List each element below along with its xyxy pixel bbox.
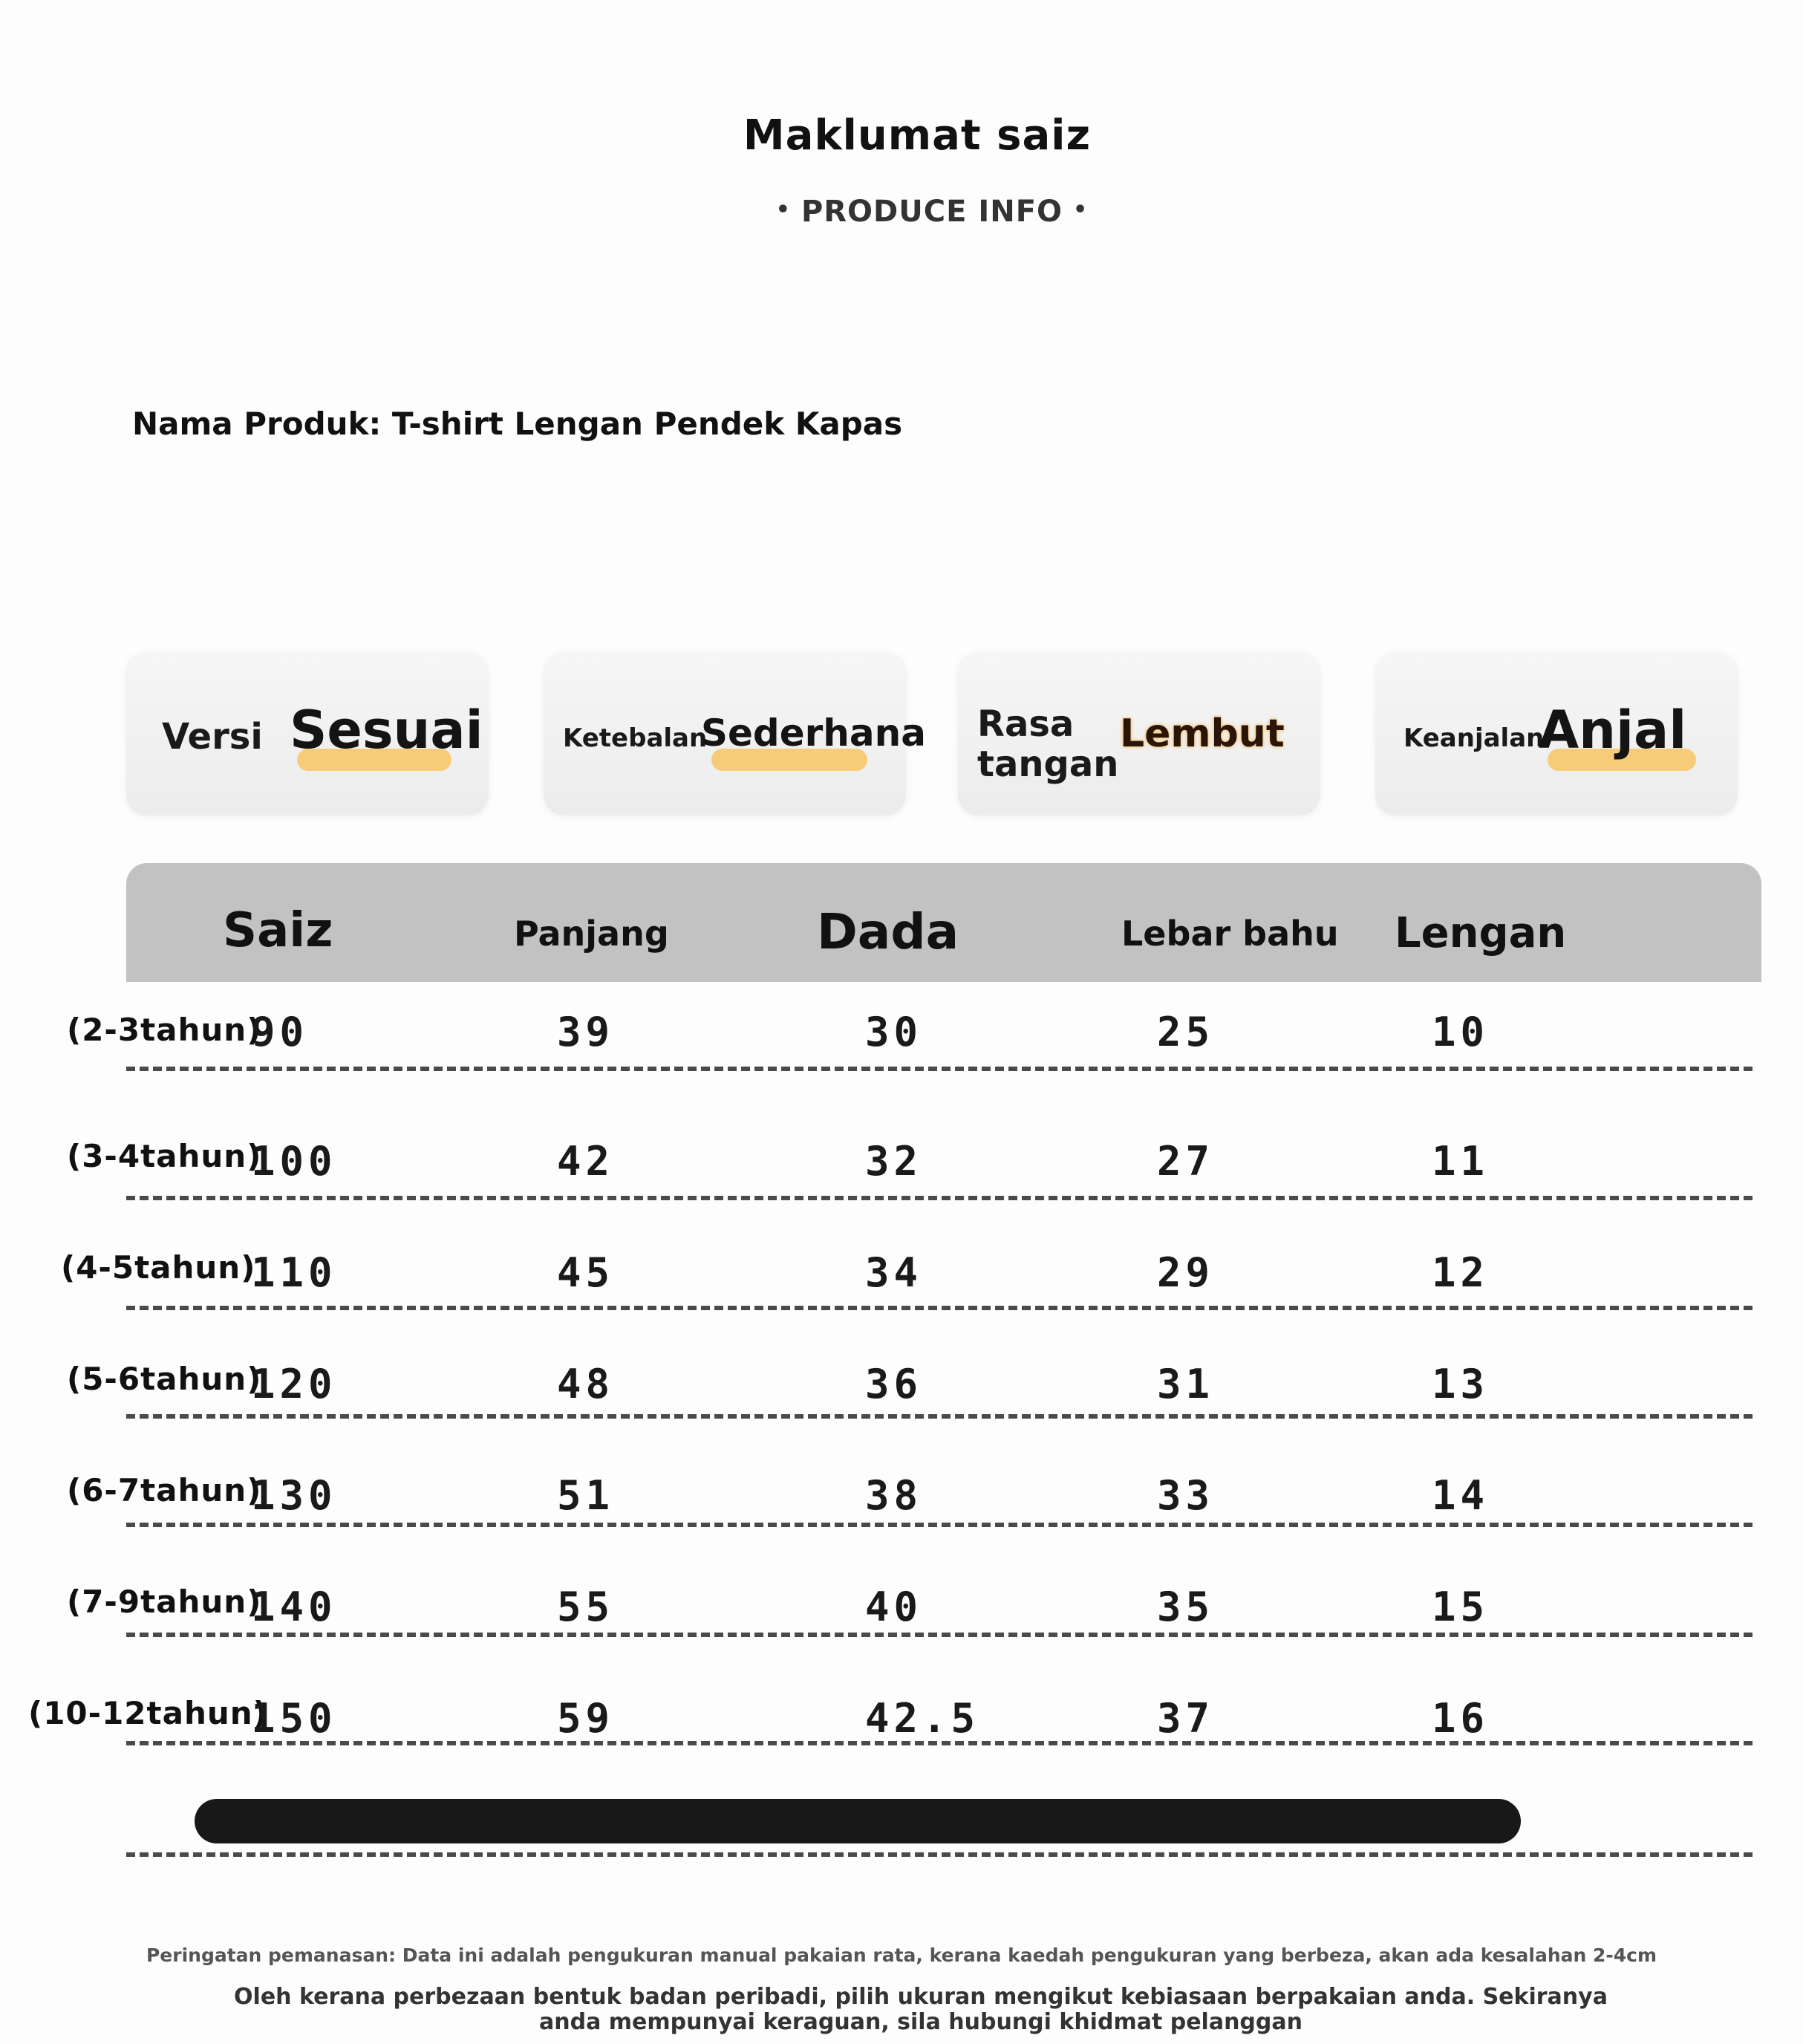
row-age-label: (10-12tahun) bbox=[28, 1695, 268, 1731]
feature-card-version bbox=[126, 652, 489, 816]
cell-length: 42 bbox=[557, 1138, 615, 1185]
feature-card-hand-feel bbox=[958, 652, 1320, 816]
cell-length: 48 bbox=[557, 1361, 615, 1407]
feature-label: Versi bbox=[162, 716, 263, 758]
cell-length: 51 bbox=[557, 1472, 615, 1519]
cell-size: 140 bbox=[251, 1584, 337, 1630]
cell-shoulder: 37 bbox=[1157, 1695, 1215, 1742]
cell-chest: 40 bbox=[865, 1584, 923, 1630]
feature-label: Keanjalan bbox=[1403, 723, 1545, 753]
cell-sleeve: 14 bbox=[1432, 1472, 1490, 1519]
cell-length: 55 bbox=[557, 1584, 615, 1630]
row-age-label: (3-4tahun) bbox=[67, 1138, 262, 1174]
header-chest: Dada bbox=[817, 903, 959, 960]
cell-size: 110 bbox=[251, 1249, 337, 1296]
row-divider bbox=[126, 1741, 1753, 1745]
cell-shoulder: 29 bbox=[1157, 1249, 1215, 1296]
row-age-label: (2-3tahun) bbox=[67, 1012, 262, 1048]
feature-value: Lembut bbox=[1120, 712, 1285, 756]
cell-sleeve: 11 bbox=[1432, 1138, 1490, 1185]
cell-sleeve: 13 bbox=[1432, 1361, 1490, 1407]
row-divider bbox=[126, 1633, 1753, 1637]
cell-sleeve: 12 bbox=[1432, 1249, 1490, 1296]
page-title: Maklumat saiz bbox=[743, 111, 1092, 160]
cell-chest: 36 bbox=[865, 1361, 923, 1407]
header-sleeve: Lengan bbox=[1395, 909, 1567, 957]
row-age-label: (4-5tahun) bbox=[61, 1249, 256, 1286]
feature-label-line1: Rasa bbox=[977, 703, 1075, 745]
cell-size: 150 bbox=[251, 1695, 337, 1742]
cell-shoulder: 31 bbox=[1157, 1361, 1215, 1407]
cell-size: 100 bbox=[251, 1138, 337, 1185]
cell-sleeve: 15 bbox=[1432, 1584, 1490, 1630]
cell-size: 120 bbox=[251, 1361, 337, 1407]
row-divider bbox=[126, 1067, 1753, 1071]
cell-shoulder: 25 bbox=[1157, 1009, 1215, 1055]
feature-value: Sederhana bbox=[701, 712, 926, 755]
black-bar bbox=[195, 1799, 1521, 1843]
product-name: Nama Produk: T-shirt Lengan Pendek Kapas bbox=[132, 406, 903, 442]
feature-label: Ketebalan bbox=[563, 723, 708, 753]
feature-card-thickness bbox=[544, 652, 926, 816]
row-divider bbox=[126, 1196, 1753, 1200]
header-shoulder: Lebar bahu bbox=[1121, 914, 1339, 954]
cell-chest: 42.5 bbox=[865, 1695, 980, 1742]
feature-card-elasticity bbox=[1375, 652, 1738, 816]
row-divider bbox=[126, 1306, 1753, 1310]
cell-chest: 32 bbox=[865, 1138, 923, 1185]
header-length: Panjang bbox=[514, 914, 669, 954]
cell-shoulder: 27 bbox=[1157, 1138, 1215, 1185]
cell-length: 59 bbox=[557, 1695, 615, 1742]
cell-sleeve: 10 bbox=[1432, 1009, 1490, 1055]
cell-size: 130 bbox=[251, 1472, 337, 1519]
cell-sleeve: 16 bbox=[1432, 1695, 1490, 1742]
cell-chest: 34 bbox=[865, 1249, 923, 1296]
feature-value: Sesuai bbox=[290, 700, 483, 761]
bullet-dot-right: • bbox=[1073, 197, 1089, 223]
row-age-label: (5-6tahun) bbox=[67, 1361, 262, 1397]
page-subtitle bbox=[0, 195, 1803, 229]
size-advice: Oleh kerana perbezaan bentuk badan peribadi, pilih ukuran mengikut kebiasaan berpakaian anda. Sekiranya anda mempunyai keraguan, sila hubungi khidmat pelanggan bbox=[234, 1984, 1608, 2035]
header-size: Saiz bbox=[223, 903, 333, 958]
row-divider bbox=[126, 1414, 1753, 1419]
row-divider bbox=[126, 1523, 1753, 1527]
cell-shoulder: 35 bbox=[1157, 1584, 1215, 1630]
bottom-divider bbox=[126, 1852, 1753, 1857]
row-age-label: (6-7tahun) bbox=[67, 1472, 262, 1508]
subtitle-text: PRODUCE INFO bbox=[801, 195, 1063, 229]
cell-length: 45 bbox=[557, 1249, 615, 1296]
bullet-dot-left: • bbox=[775, 197, 791, 223]
cell-length: 39 bbox=[557, 1009, 615, 1055]
cell-chest: 38 bbox=[865, 1472, 923, 1519]
row-age-label: (7-9tahun) bbox=[67, 1584, 262, 1620]
cell-shoulder: 33 bbox=[1157, 1472, 1215, 1519]
measurement-warning: Peringatan pemanasan: Data ini adalah pengukuran manual pakaian rata, kerana kaedah pengukuran yang berbeza, akan ada kesalahan 2-4cm bbox=[146, 1944, 1657, 1966]
size-table-header bbox=[126, 863, 1761, 982]
feature-value: Anjal bbox=[1539, 700, 1687, 761]
cell-chest: 30 bbox=[865, 1009, 923, 1055]
feature-label-line2: tangan bbox=[977, 743, 1119, 785]
feature-label bbox=[977, 704, 1118, 784]
cell-size: 90 bbox=[251, 1009, 309, 1055]
